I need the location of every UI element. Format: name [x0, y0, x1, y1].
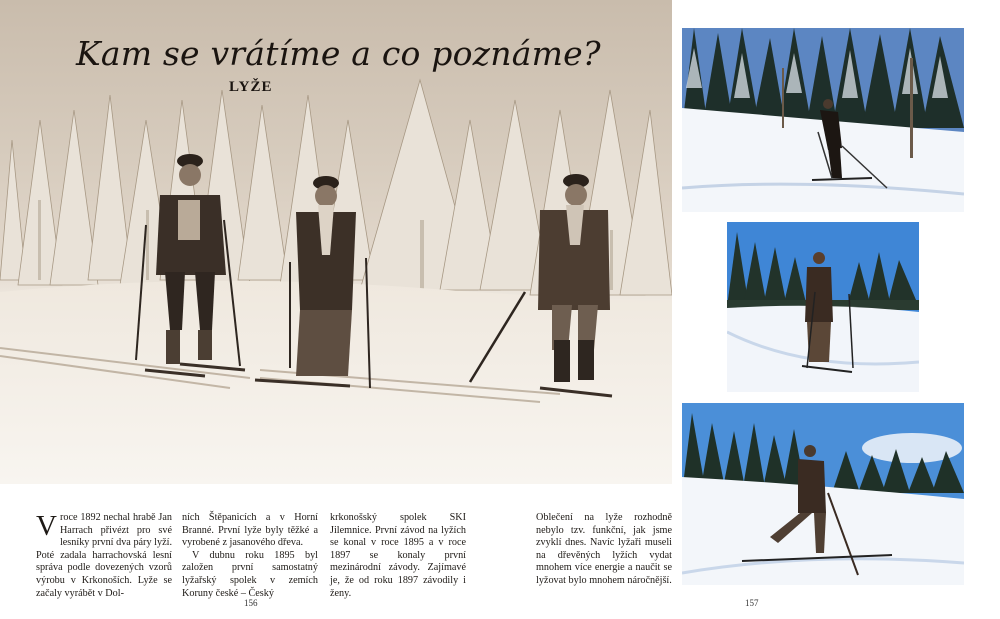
col1-text: roce 1892 nechal hrabě Jan Harrach přivézt pro své lesníky první dva páry lyží. Poté zadala harrachovská lesní správa podle dovezených vzorů výrobu v Krkonoších. Lyže se začaly vyrábět v Dol- — [36, 512, 172, 599]
body-column-right — [536, 512, 672, 588]
page-title: Kam se vrátíme a co poznáme? — [76, 34, 601, 73]
drop-cap: V — [36, 510, 57, 542]
photo-skier-forest-top — [682, 28, 964, 212]
col2-text-b: V dubnu roku 1895 byl založen první samostatný lyžařský spolek v zemích Koruny české – Český — [182, 549, 318, 599]
body-column-1 — [36, 512, 172, 600]
section-subtitle: LYŽE — [229, 79, 273, 95]
col2-text-a: ních Štěpanicích a v Horní Branné. První lyže byly těžké a vyrobené z jasanového dřeva. — [182, 512, 318, 549]
body-column-2 — [182, 512, 318, 600]
body-column-3 — [330, 512, 466, 600]
page-number-right: 157 — [745, 598, 759, 608]
right-col-text: Oblečení na lyže rozhodně nebylo tzv. funkční, jak jsme zvyklí dnes. Navíc lyžaři museli na dřevěných lyžích vydat mnohem více energie a naučit se lyžovat bylo mnohem náročnější. — [536, 512, 672, 586]
page-number-left: 156 — [244, 598, 258, 608]
photo-skier-striding — [682, 403, 964, 585]
col3-text: krkonošský spolek SKI Jilemnice. První závod na lyžích se konal v roce 1895 a v roce 1897 se konaly první mezinárodní závody. Zajímavé je, že od roku 1897 závodily i ženy. — [330, 512, 466, 599]
photo-woman-skier — [727, 222, 919, 392]
